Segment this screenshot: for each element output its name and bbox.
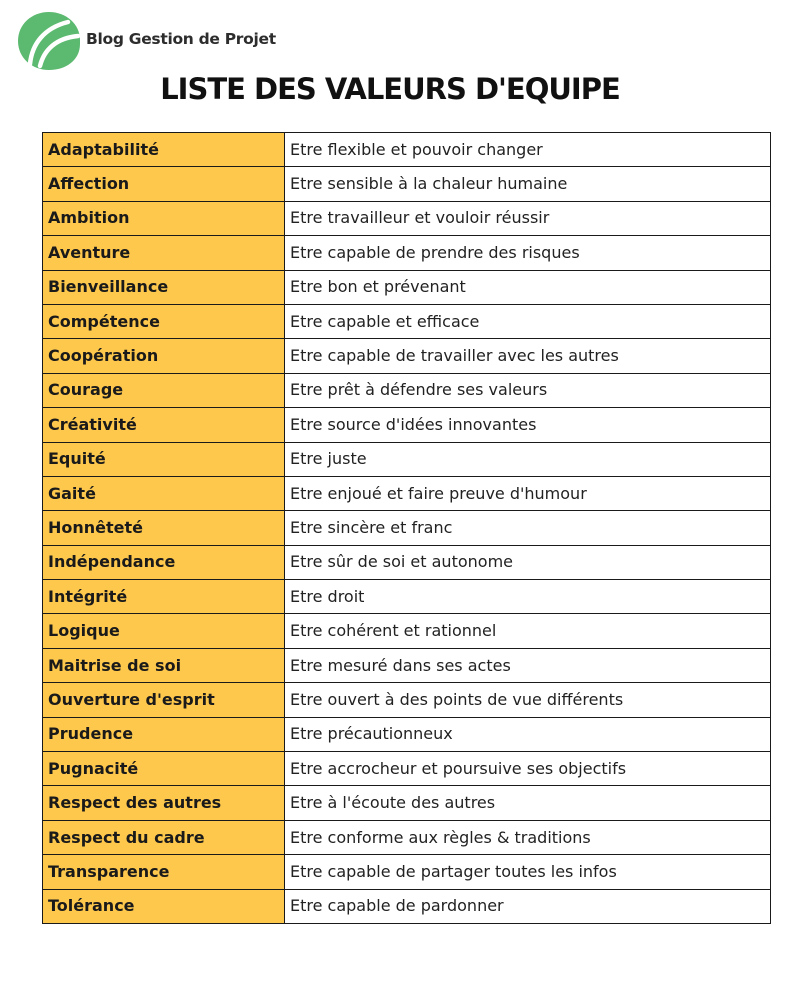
table-row	[43, 545, 771, 579]
value-name-cell: Créativité	[43, 408, 285, 442]
value-name-cell: Gaité	[43, 476, 285, 510]
page-title: LISTE DES VALEURS D'EQUIPE	[160, 72, 620, 106]
table-row	[43, 580, 771, 614]
value-name-cell: Respect du cadre	[43, 820, 285, 854]
value-description-cell: Etre sincère et franc	[285, 511, 771, 545]
value-description-cell: Etre sûr de soi et autonome	[285, 545, 771, 579]
brand-header	[16, 10, 276, 72]
value-name-cell: Respect des autres	[43, 786, 285, 820]
value-description-cell: Etre capable de pardonner	[285, 889, 771, 923]
value-description-cell: Etre capable de prendre des risques	[285, 236, 771, 270]
value-description-cell: Etre capable et efficace	[285, 304, 771, 338]
table-row	[43, 270, 771, 304]
value-name-cell: Adaptabilité	[43, 133, 285, 167]
table-row	[43, 236, 771, 270]
table-row	[43, 786, 771, 820]
value-name-cell: Honnêteté	[43, 511, 285, 545]
value-description-cell: Etre capable de partager toutes les infos	[285, 855, 771, 889]
value-name-cell: Tolérance	[43, 889, 285, 923]
table-row	[43, 408, 771, 442]
value-name-cell: Ouverture d'esprit	[43, 683, 285, 717]
table-row	[43, 889, 771, 923]
value-description-cell: Etre bon et prévenant	[285, 270, 771, 304]
value-name-cell: Indépendance	[43, 545, 285, 579]
value-description-cell: Etre juste	[285, 442, 771, 476]
value-description-cell: Etre cohérent et rationnel	[285, 614, 771, 648]
value-name-cell: Ambition	[43, 201, 285, 235]
value-description-cell: Etre travailleur et vouloir réussir	[285, 201, 771, 235]
value-description-cell: Etre accrocheur et poursuive ses objectifs	[285, 752, 771, 786]
value-name-cell: Bienveillance	[43, 270, 285, 304]
value-name-cell: Logique	[43, 614, 285, 648]
value-description-cell: Etre à l'écoute des autres	[285, 786, 771, 820]
value-description-cell: Etre sensible à la chaleur humaine	[285, 167, 771, 201]
table-row	[43, 476, 771, 510]
value-name-cell: Compétence	[43, 304, 285, 338]
table-row	[43, 820, 771, 854]
table-row	[43, 373, 771, 407]
values-table-body	[43, 133, 771, 924]
table-row	[43, 683, 771, 717]
value-name-cell: Aventure	[43, 236, 285, 270]
table-row	[43, 855, 771, 889]
values-table	[42, 132, 771, 924]
value-description-cell: Etre capable de travailler avec les autres	[285, 339, 771, 373]
table-row	[43, 133, 771, 167]
brand-name: Blog Gestion de Projet	[86, 30, 276, 48]
value-name-cell: Affection	[43, 167, 285, 201]
value-name-cell: Prudence	[43, 717, 285, 751]
leaf-logo-icon	[16, 10, 82, 72]
value-name-cell: Pugnacité	[43, 752, 285, 786]
table-row	[43, 167, 771, 201]
value-description-cell: Etre flexible et pouvoir changer	[285, 133, 771, 167]
value-description-cell: Etre conforme aux règles & traditions	[285, 820, 771, 854]
table-row	[43, 648, 771, 682]
value-description-cell: Etre source d'idées innovantes	[285, 408, 771, 442]
value-description-cell: Etre droit	[285, 580, 771, 614]
table-row	[43, 201, 771, 235]
value-name-cell: Transparence	[43, 855, 285, 889]
table-row	[43, 511, 771, 545]
value-name-cell: Maitrise de soi	[43, 648, 285, 682]
table-row	[43, 614, 771, 648]
table-row	[43, 442, 771, 476]
table-row	[43, 752, 771, 786]
value-name-cell: Courage	[43, 373, 285, 407]
value-name-cell: Coopération	[43, 339, 285, 373]
value-name-cell: Intégrité	[43, 580, 285, 614]
value-description-cell: Etre enjoué et faire preuve d'humour	[285, 476, 771, 510]
value-name-cell: Equité	[43, 442, 285, 476]
table-row	[43, 339, 771, 373]
value-description-cell: Etre précautionneux	[285, 717, 771, 751]
value-description-cell: Etre mesuré dans ses actes	[285, 648, 771, 682]
table-row	[43, 717, 771, 751]
value-description-cell: Etre prêt à défendre ses valeurs	[285, 373, 771, 407]
table-row	[43, 304, 771, 338]
value-description-cell: Etre ouvert à des points de vue différents	[285, 683, 771, 717]
